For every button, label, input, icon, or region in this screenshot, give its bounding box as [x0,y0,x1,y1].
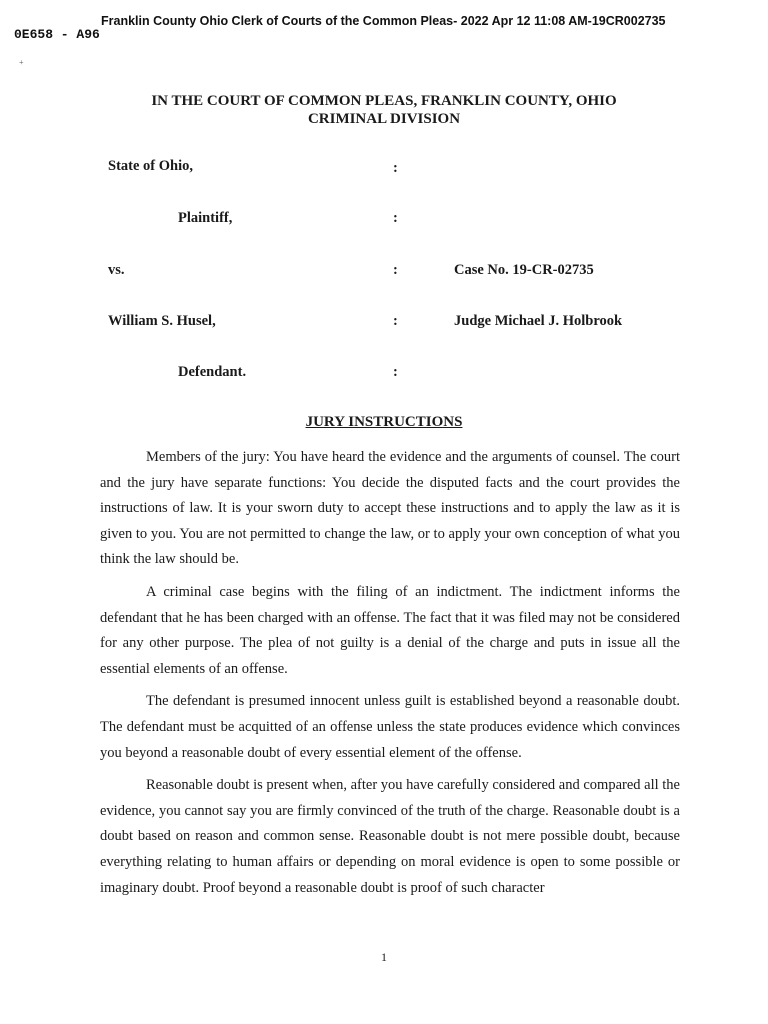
court-title-line-2: CRIMINAL DIVISION [307,111,461,127]
defendant-name: William S. Husel, [108,313,216,329]
caption-separator: : [393,313,398,329]
scan-mark: + [19,58,24,67]
defendant-role: Defendant. [178,364,247,380]
page-code: 0E658 - A96 [14,27,100,42]
paragraph: A criminal case begins with the filing of an indictment. The indictment informs the defendant that he has been charged with an offense. The fact that it was filed may not be considered for any other purpose. The plea of not guilty is a denial of the charge and puts in issue all the essential elements of an offense. [100,583,680,677]
caption-separator: : [393,364,398,380]
paragraph: Members of the jury: You have heard the evidence and the arguments of counsel. The court and the jury have separate functions: You decide the disputed facts and the court provides the instructions of law. It is your sworn duty to accept these instructions and to apply the law as it is given to you. You are not permitted to change the law, or to apply your own conception of what you think the law should be. [100,449,680,568]
paragraph: Reasonable doubt is present when, after you have carefully considered and compared all the evidence, you cannot say you are firmly convinced of the truth of the charge. Reasonable doubt is a doubt based on reason and common sense. Reasonable doubt is not mere possible doubt, because everything relating to human affairs or depending on moral evidence is open to some possible or imaginary doubt. Proof beyond a reasonable doubt is proof of such character [100,777,680,896]
instructions-body [100,445,680,908]
caption-separator: : [393,262,398,278]
court-title [0,92,768,128]
plaintiff-role: Plaintiff, [178,210,233,226]
paragraph: The defendant is presumed innocent unless guilt is established beyond a reasonable doubt. The defendant must be acquitted of an offense unless the state produces evidence which convinces you beyond a reasonable doubt of every essential element of the offense. [100,693,680,761]
versus-label: vs. [108,262,125,278]
filing-stamp: Franklin County Ohio Clerk of Courts of the Common Pleas- 2022 Apr 12 11:08 AM-19CR002735 [101,14,666,28]
section-heading: JURY INSTRUCTIONS [305,414,463,430]
caption-separator: : [393,160,398,176]
court-title-line-1: IN THE COURT OF COMMON PLEAS, FRANKLIN COUNTY, OHIO [151,93,617,109]
page-number: 1 [381,950,387,964]
caption-separator: : [393,210,398,226]
judge-name: Judge Michael J. Holbrook [454,313,623,329]
plaintiff-name: State of Ohio, [108,158,193,174]
case-number: Case No. 19-CR-02735 [454,262,594,278]
